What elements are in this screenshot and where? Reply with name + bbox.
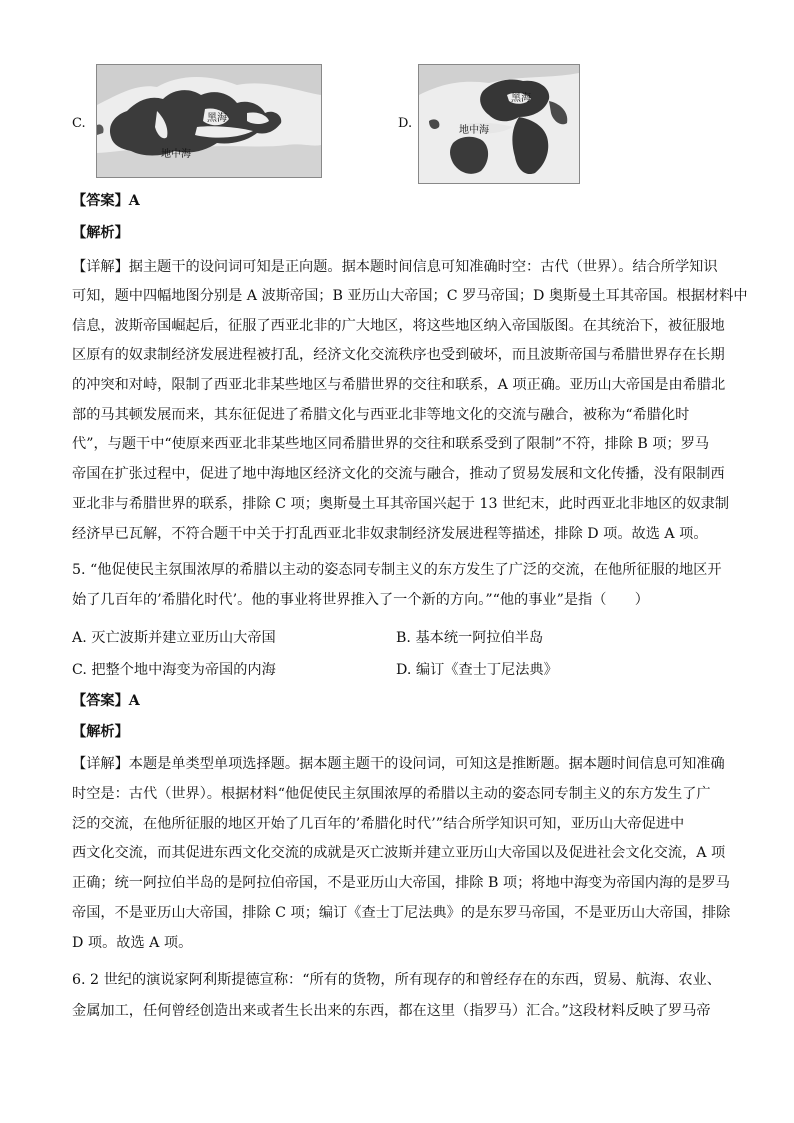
q4-detail-line: 信息，波斯帝国崛起后，征服了西亚北非的广大地区，将这些地区纳入帝国版图。在其统治下，被征服地 [72,318,725,334]
map-c-black-sea-label: 黑海 [207,113,227,124]
q5-answer: 【答案】A [72,693,140,709]
q4-answer: 【答案】A [72,193,140,209]
q4-detail-line: 部的马其顿发展而来，其东征促进了希腊文化与西亚北非等地文化的交流与融合，被称为“希腊化时 [72,407,690,423]
q6-stem-line: 金属加工，任何曾经创造出来或者生长出来的东西，都在这里（指罗马）汇合。”这段材料反映了罗马帝 [72,1003,711,1019]
q5-option-b: B. 基本统一阿拉伯半岛 [396,630,544,646]
ottoman-empire-map [418,64,580,184]
q4-analysis-heading: 【解析】 [72,225,129,241]
q5-analysis-heading: 【解析】 [72,724,129,740]
q5-detail-line: 帝国，不是亚历山大帝国，排除 C 项；编订《查士丁尼法典》的是东罗马帝国，不是亚历山大帝国，排除 [72,905,731,921]
map-options-row [72,64,732,184]
q4-detail-line: 的冲突和对峙，限制了西亚北非某些地区与希腊世界的交往和联系，A 项正确。亚历山大帝国是由希腊北 [72,377,726,393]
q4-detail-line: 可知，题中四幅地图分别是 A 波斯帝国；B 亚历山大帝国；C 罗马帝国；D 奥斯曼土耳其帝国。根据材料中 [72,288,748,304]
q5-option-c: C. 把整个地中海变为帝国的内海 [72,662,276,678]
option-c-letter: C. [72,116,86,131]
map-d-graphic [419,65,579,183]
q5-detail-line: 时空是：古代（世界）。根据材料“他促使民主氛围浓厚的希腊以主动的姿态同专制主义的东方发生了广 [72,786,711,802]
q5-stem-line: 5. “他促使民主氛围浓厚的希腊以主动的姿态同专制主义的东方发生了广泛的交流，在他所征服的地区开 [72,562,722,578]
q5-detail-line: 【详解】本题是单类型单项选择题。据本题主题干的设问词，可知这是推断题。据本题时间信息可知准确 [72,756,725,772]
q5-option-a: A. 灭亡波斯并建立亚历山大帝国 [72,630,276,646]
option-d-letter: D. [398,116,413,131]
q5-detail-line: 正确；统一阿拉伯半岛的是阿拉伯帝国，不是亚历山大帝国，排除 B 项；将地中海变为帝国内海的是罗马 [72,875,730,891]
map-d-black-sea-label: 黑海 [511,93,531,104]
q4-detail-line: 区原有的奴隶制经济发展进程被打乱，经济文化交流秩序也受到破坏，而且波斯帝国与希腊世界存在长期 [72,347,725,363]
q4-detail-line: 帝国在扩张过程中，促进了地中海地区经济文化的交流与融合，推动了贸易发展和文化传播，没有限制西 [72,466,725,482]
q6-stem-line: 6. 2 世纪的演说家阿利斯提德宣称：“所有的货物，所有现存的和曾经存在的东西，贸易、航海、农业、 [72,972,721,988]
map-d-mediterranean-label: 地中海 [459,125,489,136]
q5-detail-line: 西文化交流，而其促进东西文化交流的成就是灭亡波斯并建立亚历山大帝国以及促进社会文化交流，A 项 [72,845,726,861]
q4-detail-line: 亚北非与希腊世界的联系，排除 C 项；奥斯曼土耳其帝国兴起于 13 世纪末，此时西亚北非地区的奴隶制 [72,496,730,512]
q5-stem-line: 始了几百年的’希腊化时代’。他的事业将世界推入了一个新的方向。”“他的事业”是指（ ） [72,592,649,608]
q5-detail-line: D 项。故选 A 项。 [72,935,193,951]
roman-empire-map [96,64,322,178]
q5-detail-line: 泛的交流，在他所征服的地区开始了几百年的’希腊化时代’”结合所学知识可知，亚历山大帝促进中 [72,816,685,832]
q4-detail-line: 经济早已瓦解，不符合题干中关于打乱西亚北非奴隶制经济发展进程等描述，排除 D 项。故选 A 项。 [72,526,708,542]
q5-option-d: D. 编订《查士丁尼法典》 [396,662,558,678]
q4-detail-line: 【详解】据主题干的设问词可知是正向题。据本题时间信息可知准确时空：古代（世界）。结合所学知识 [72,259,718,275]
q4-detail-line: 代”，与题干中“使原来西亚北非某些地区同希腊世界的交往和联系受到了限制”不符，排除 B 项；罗马 [72,436,710,452]
map-c-mediterranean-label: 地中海 [161,149,191,160]
